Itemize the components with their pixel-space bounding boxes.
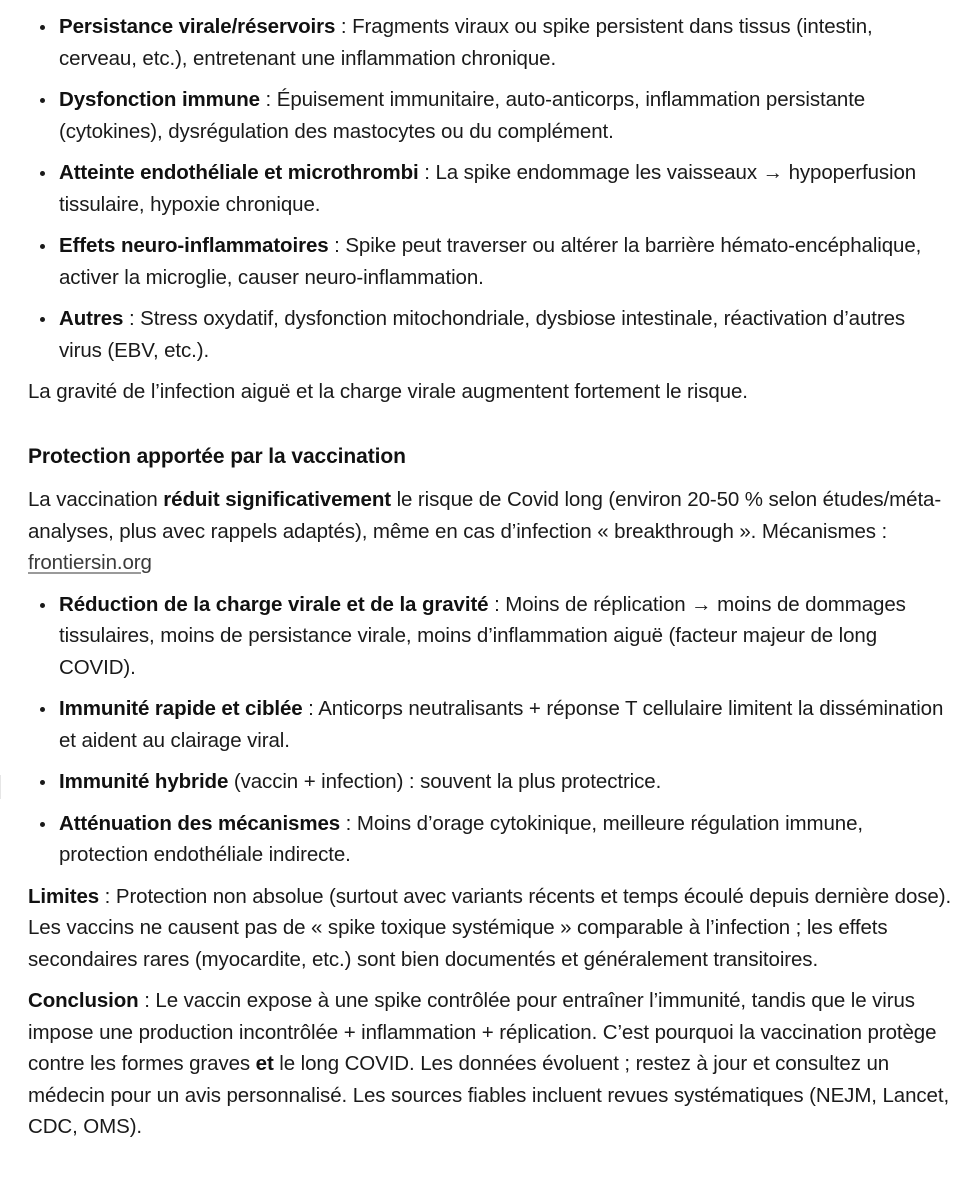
list-item <box>28 84 953 147</box>
limits-text: : Protection non absolue (surtout avec variants récents et temps écoulé depuis dernière dose). Les vaccins ne causent pas de « spike toxique systémique » comparable à l’infection ; les effets secondaires rares (myocardite, etc.) sont bien documentés et généralement transitoires. <box>28 884 952 971</box>
limits-paragraph <box>28 881 953 976</box>
conclusion-text-end: le long COVID. Les données évoluent ; restez à jour et consultez un médecin pour un avis personnalisé. Les sources fiables incluent revues systématiques (NEJM, Lancet, CDC, OMS). <box>28 1052 950 1138</box>
list-item-text: : Moins d’orage cytokinique, meilleure régulation immune, protection endothéliale indirecte. <box>59 811 863 866</box>
list-item <box>28 230 953 293</box>
list-item-title: Réduction de la charge virale et de la gravité <box>59 592 489 616</box>
list-item <box>28 693 953 756</box>
list-item-text: : Épuisement immunitaire, auto-anticorps, inflammation persistante (cytokines), dysrégulation des mastocytes ou du complément. <box>59 88 866 143</box>
list-item-title: Effets neuro-inflammatoires <box>59 234 329 257</box>
list-item-title: Atténuation des mécanismes <box>59 811 341 835</box>
list-item <box>28 589 953 684</box>
intro-text-end: le risque de Covid long (environ 20-50 % selon études/méta-analyses, plus avec rappels adaptés), même en cas d’infection « breakthrough ». Mécanismes : <box>28 488 942 543</box>
intro-emphasis: réduit significativement <box>163 488 391 511</box>
list-item-title: Atteinte endothéliale et microthrombi <box>59 161 419 184</box>
protection-list <box>28 589 953 871</box>
list-item-text: : Fragments viraux ou spike persistent dans tissus (intestin, cerveau, etc.), entretenant une inflammation chronique. <box>59 15 873 70</box>
limits-label: Limites <box>28 884 100 908</box>
conclusion-emphasis: et <box>255 1052 274 1075</box>
conclusion-label: Conclusion <box>28 989 139 1012</box>
margin-divider <box>0 775 7 799</box>
conclusion-text-start: : Le vaccin expose à une spike contrôlée pour entraîner l’immunité, tandis que le virus impose une production incontrôlée + inflammation + réplication. C’est pourquoi la vaccination protège contre les formes graves <box>28 989 937 1075</box>
list-item <box>28 11 953 74</box>
vaccination-intro-paragraph <box>28 484 953 579</box>
list-item-text: : Anticorps neutralisants + réponse T cellulaire limitent la dissémination et aident au clairage viral. <box>59 697 944 752</box>
list-item-text: : La spike endommage les vaisseaux → hypoperfusion tissulaire, hypoxie chronique. <box>59 161 917 216</box>
list-item-title: Immunité hybride <box>59 770 229 793</box>
list-item-text: : Moins de réplication → moins de dommages tissulaires, moins de persistance virale, moins d’inflammation aiguë (facteur majeur de long COVID). <box>59 592 906 679</box>
response-content <box>28 11 953 1153</box>
list-item <box>28 303 953 366</box>
gravity-paragraph: La gravité de l’infection aiguë et la charge virale augmentent fortement le risque. <box>28 380 748 403</box>
list-item <box>28 157 953 220</box>
section-heading: Protection apportée par la vaccination <box>28 444 406 468</box>
list-item <box>28 766 953 798</box>
list-item <box>28 808 953 871</box>
conclusion-paragraph <box>28 985 953 1143</box>
source-link[interactable]: frontiersin.org <box>28 551 152 574</box>
list-item-title: Persistance virale/réservoirs <box>59 15 336 38</box>
mechanisms-list <box>28 11 953 366</box>
intro-text-start: La vaccination <box>28 488 164 511</box>
list-item-title: Dysfonction immune <box>59 88 260 111</box>
list-item-title: Immunité rapide et ciblée <box>59 697 303 720</box>
list-item-text: : Stress oxydatif, dysfonction mitochondriale, dysbiose intestinale, réactivation d’autres virus (EBV, etc.). <box>59 307 906 362</box>
list-item-text: (vaccin + infection) : souvent la plus protectrice. <box>228 770 662 793</box>
list-item-text: : Spike peut traverser ou altérer la barrière hémato-encéphalique, activer la microglie, causer neuro-inflammation. <box>59 234 922 289</box>
list-item-title: Autres <box>59 307 124 330</box>
